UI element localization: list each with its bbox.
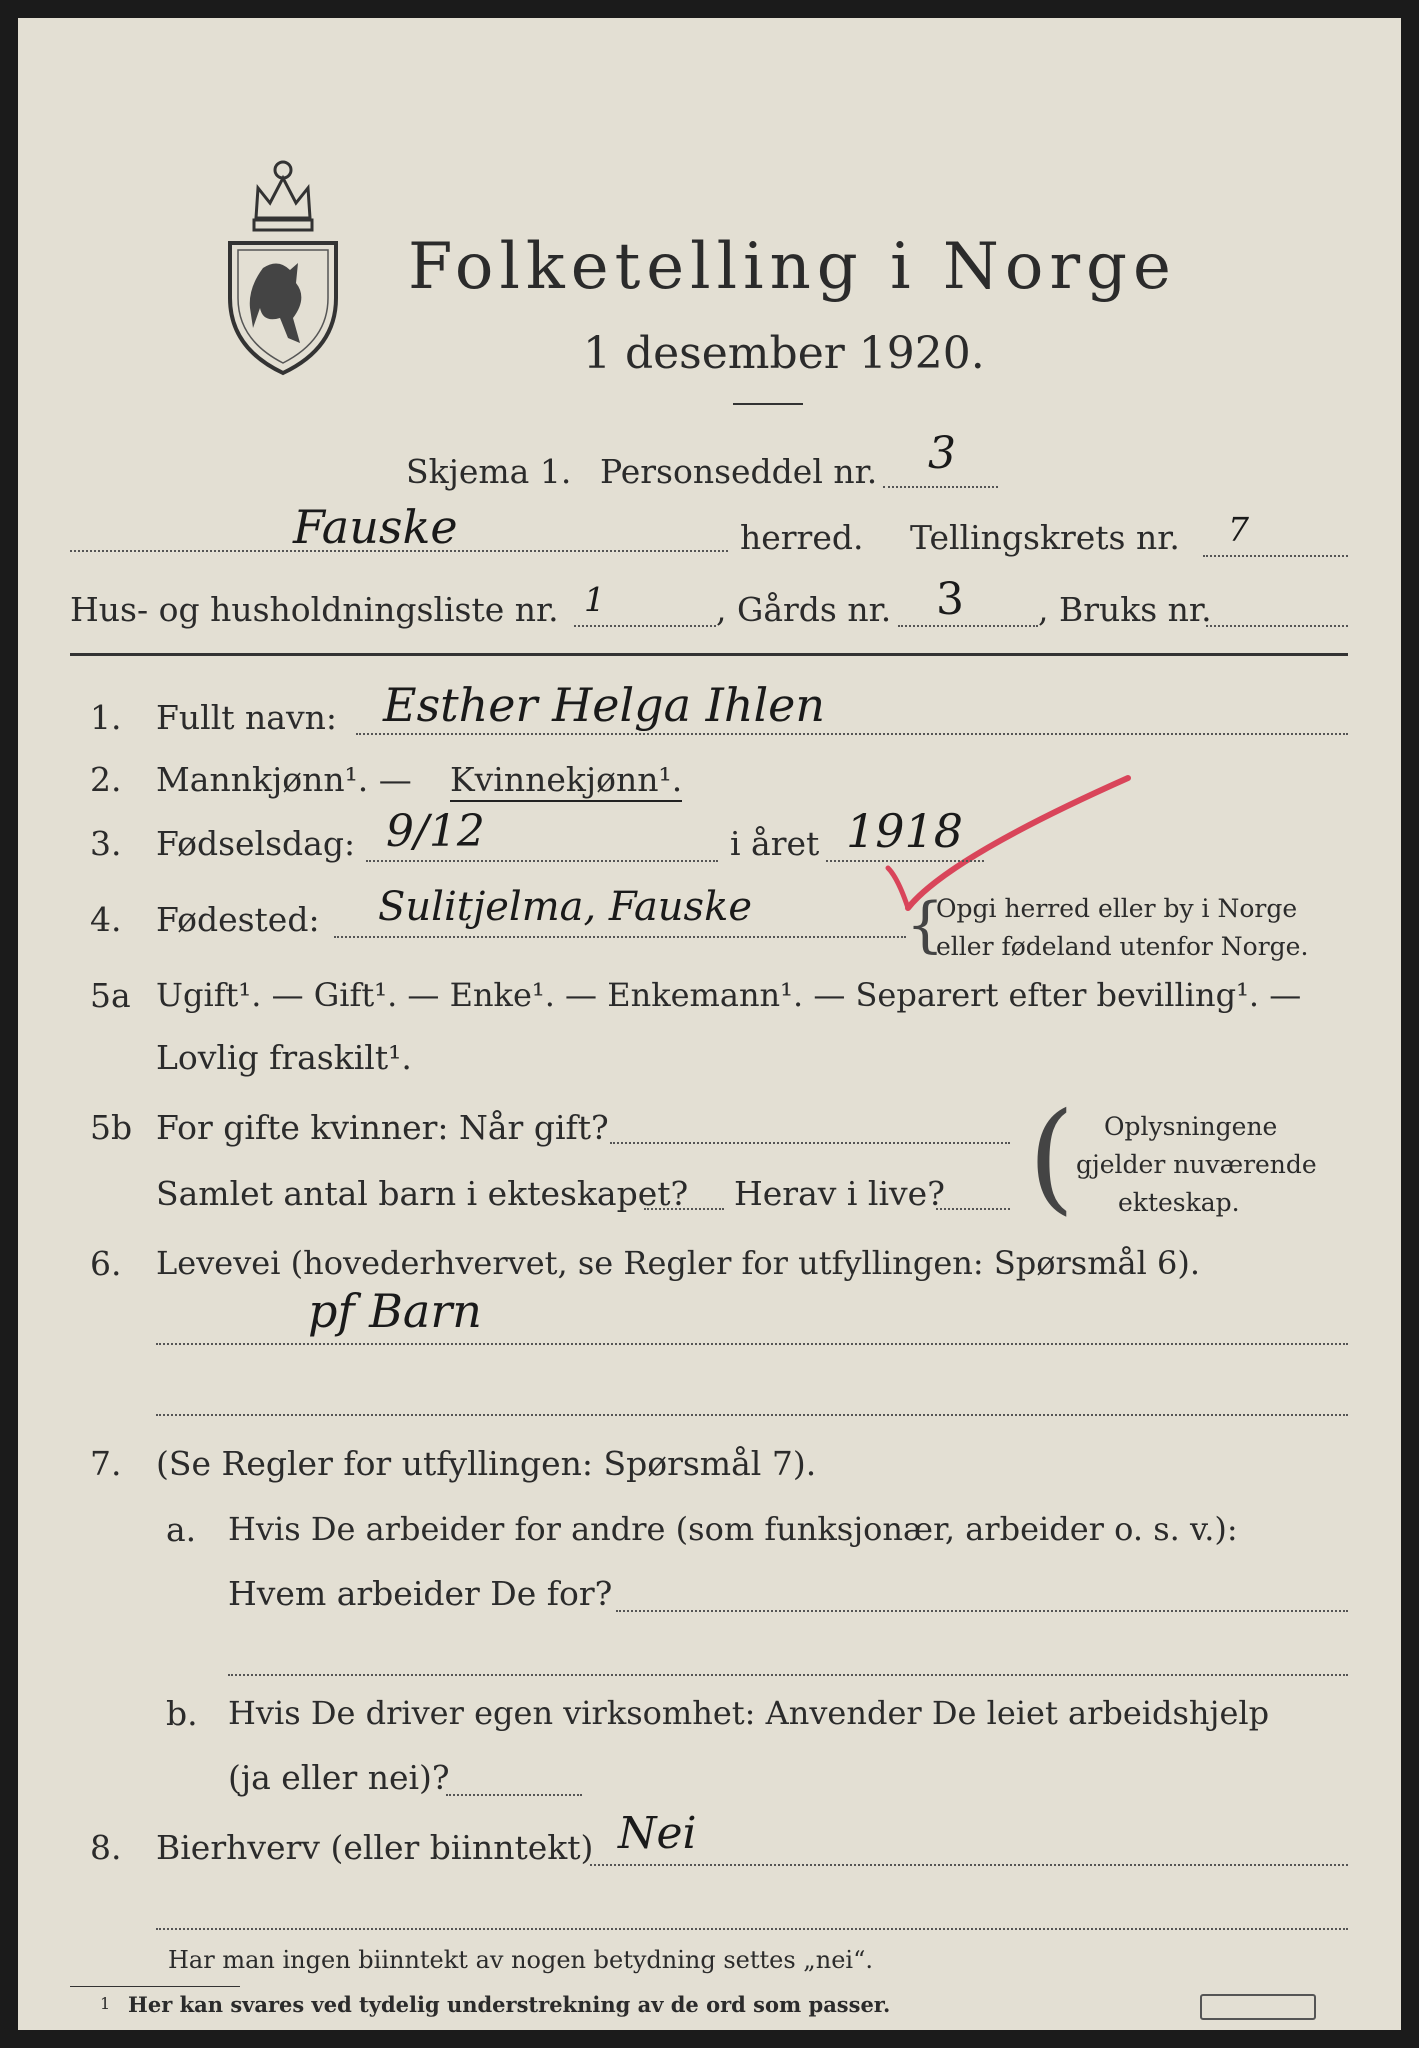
q5b-number: 5b — [90, 1108, 133, 1147]
herred-label: herred. — [740, 518, 864, 557]
q5b-alive-label: Herav i live? — [734, 1174, 945, 1213]
q6-label: Levevei (hovederhvervet, se Regler for utfyllingen: Spørsmål 6). — [156, 1244, 1201, 1282]
tellingskrets-label: Tellingskrets nr. — [910, 518, 1180, 557]
title-divider — [733, 403, 803, 405]
q4-label: Fødested: — [156, 900, 320, 939]
q1-field[interactable] — [356, 733, 1348, 735]
husholdningsliste-value: 1 — [584, 580, 605, 619]
q7a-line2: Hvem arbeider De for? — [228, 1574, 613, 1613]
q8-field-line2[interactable] — [156, 1928, 1348, 1930]
personseddel-value: 3 — [928, 428, 956, 479]
q5b-alive-field[interactable] — [936, 1208, 1010, 1210]
footnote-mark: 1 — [100, 1994, 111, 2013]
q7-number: 7. — [90, 1444, 122, 1483]
q5b-married-field[interactable] — [610, 1142, 1010, 1144]
q3-label: Fødselsdag: — [156, 824, 356, 863]
footer-note: Har man ingen biinntekt av nogen betydning settes „nei“. — [168, 1946, 873, 1974]
q8-number: 8. — [90, 1828, 122, 1867]
q6-field-line2[interactable] — [156, 1414, 1348, 1416]
q4-number: 4. — [90, 900, 122, 939]
bruks-field[interactable] — [1206, 625, 1348, 627]
q4-note-line2: eller fødeland utenfor Norge. — [936, 932, 1309, 961]
q2-number: 2. — [90, 760, 122, 799]
q5b-note-line3: ekteskap. — [1118, 1188, 1240, 1217]
husholdningsliste-field[interactable] — [574, 625, 716, 627]
q1-value: Esther Helga Ihlen — [383, 678, 826, 732]
header-rule — [70, 653, 1348, 656]
printer-stamp — [1200, 1994, 1316, 2020]
personseddel-field[interactable] — [883, 486, 998, 488]
q7a-field-line1[interactable] — [616, 1610, 1348, 1612]
census-form — [18, 18, 1401, 2030]
census-date: 1 desember 1920. — [583, 328, 985, 379]
herred-value: Fauske — [293, 500, 458, 554]
q8-field[interactable] — [590, 1864, 1348, 1866]
q5b-note-line2: gjelder nuværende — [1076, 1150, 1317, 1179]
q7b-field[interactable] — [446, 1794, 582, 1796]
q5b-children-label: Samlet antal barn i ekteskapet? — [156, 1174, 689, 1213]
q8-label: Bierhverv (eller biinntekt) — [156, 1828, 594, 1867]
gards-field[interactable] — [898, 625, 1038, 627]
q7-label: (Se Regler for utfyllingen: Spørsmål 7). — [156, 1444, 817, 1483]
q8-value: Nei — [618, 1808, 697, 1859]
bruks-label: , Bruks nr. — [1038, 590, 1212, 629]
personseddel-label: Personseddel nr. — [600, 452, 878, 491]
q7b-line2: (ja eller nei)? — [228, 1758, 450, 1797]
q6-value: pf Barn — [308, 1284, 482, 1338]
q7a-line1: Hvis De arbeider for andre (som funksjonær, arbeider o. s. v.): — [228, 1510, 1238, 1548]
q5b-brace: ( — [1028, 1088, 1075, 1227]
tellingskrets-value: 7 — [1228, 510, 1249, 549]
skjema-label: Skjema 1. — [406, 452, 572, 491]
q4-value: Sulitjelma, Fauske — [378, 884, 752, 930]
q5a-options[interactable]: Ugift¹. — Gift¹. — Enke¹. — Enkemann¹. — Separert efter bevilling¹. — — [156, 976, 1302, 1014]
husholdningsliste-label: Hus- og husholdningsliste nr. — [70, 590, 559, 629]
q4-field[interactable] — [334, 936, 906, 938]
q7a-letter: a. — [166, 1510, 197, 1549]
q5a-options-line2[interactable]: Lovlig fraskilt¹. — [156, 1038, 412, 1077]
q3-year-field[interactable] — [826, 860, 984, 862]
q6-number: 6. — [90, 1244, 122, 1283]
q6-field-line1[interactable] — [156, 1343, 1348, 1345]
q5b-note-line1: Oplysningene — [1104, 1112, 1278, 1141]
footnote-rule — [70, 1986, 240, 1987]
q2-female-option[interactable]: Kvinnekjønn¹. — [450, 760, 682, 802]
footnote-text: Her kan svares ved tydelig understrekning av de ord som passer. — [128, 1992, 891, 2017]
q1-number: 1. — [90, 698, 122, 737]
q5b-married-label: For gifte kvinner: Når gift? — [156, 1108, 609, 1147]
q4-note-line1: Opgi herred eller by i Norge — [936, 894, 1298, 923]
q3-year-value: 1918 — [846, 804, 964, 858]
q3-number: 3. — [90, 824, 122, 863]
q5b-children-field[interactable] — [644, 1208, 724, 1210]
q3-birthday-field[interactable] — [366, 860, 718, 862]
tellingskrets-field[interactable] — [1203, 555, 1348, 557]
q3-year-label: i året — [730, 824, 820, 863]
q2-male-option[interactable]: Mannkjønn¹. — — [156, 760, 412, 799]
q7a-field-line2[interactable] — [228, 1674, 1348, 1676]
q4-brace: { — [906, 890, 945, 960]
gards-value: 3 — [936, 574, 964, 625]
q7b-letter: b. — [166, 1694, 198, 1733]
q5a-number: 5a — [90, 976, 131, 1015]
q3-birthday-value: 9/12 — [386, 806, 485, 857]
norway-coat-of-arms-icon — [218, 148, 348, 378]
q7b-line1: Hvis De driver egen virksomhet: Anvender De leiet arbeidshjelp — [228, 1694, 1270, 1732]
form-title: Folketelling i Norge — [408, 230, 1177, 304]
gards-label: , Gårds nr. — [716, 590, 892, 629]
q1-label: Fullt navn: — [156, 698, 337, 737]
